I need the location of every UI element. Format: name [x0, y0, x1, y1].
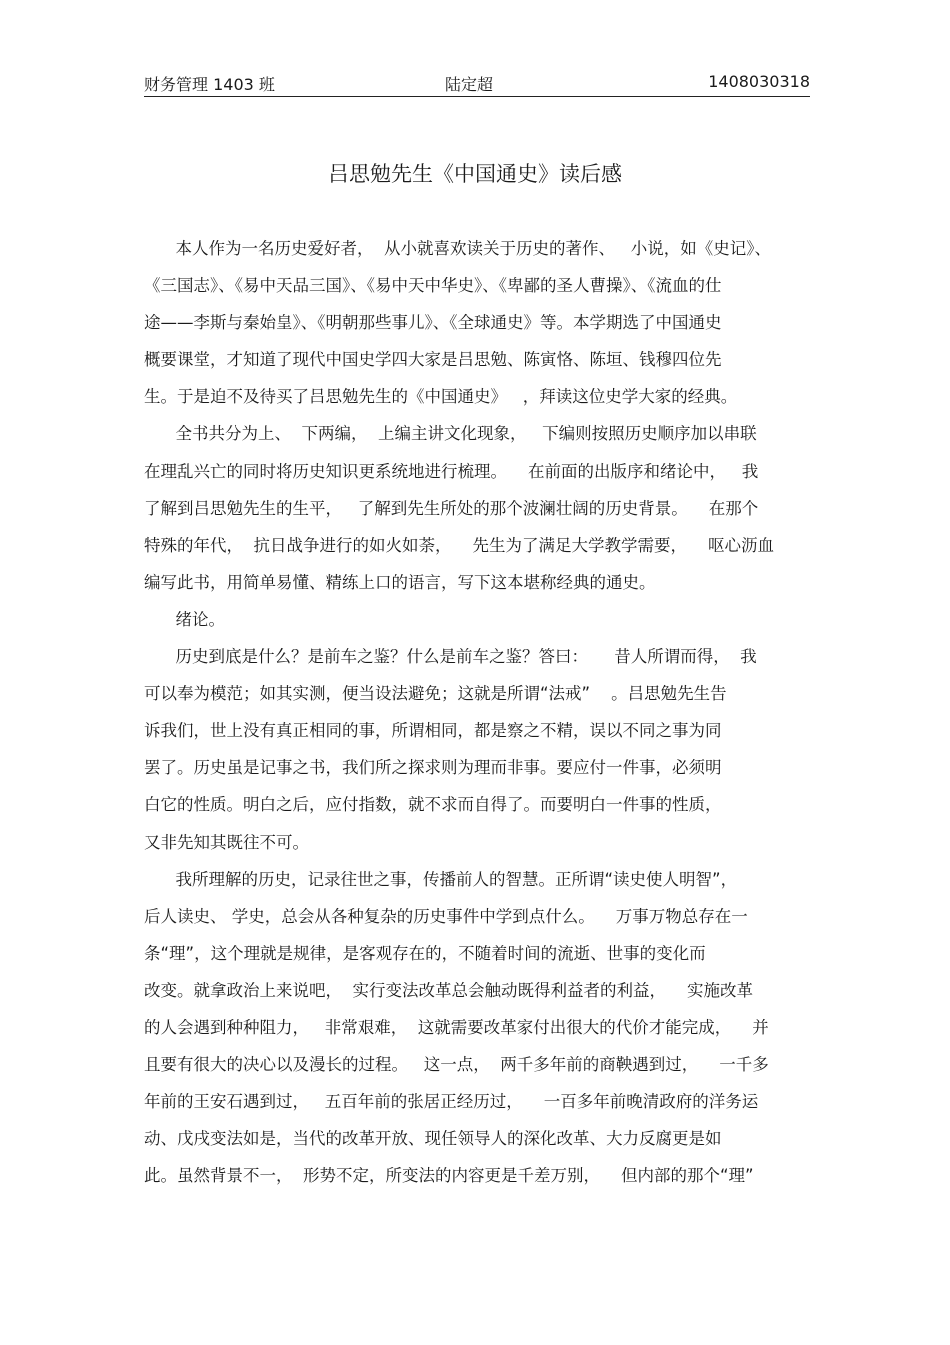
text-line: 全书共分为上、 下两编， 上编主讲文化现象， 下编则按照历史顺序加以串联	[144, 424, 757, 444]
text-line: 罢了。历史虽是记事之书，我们所之探求则为理而非事。要应付一件事，必须明	[144, 758, 722, 778]
text-line: 且要有很大的决心以及漫长的过程。 这一点， 两千多年前的商鞅遇到过， 一千多	[144, 1055, 769, 1075]
text-line: 特殊的年代， 抗日战争进行的如火如荼， 先生为了满足大学教学需要， 呕心沥血	[144, 535, 774, 555]
text-line: 白它的性质。明白之后，应付指数，就不求而自得了。而要明白一件事的性质，	[144, 795, 722, 815]
text-line: 我所理解的历史，记录往世之事，传播前人的智慧。正所谓“读史使人明智”，	[144, 869, 738, 889]
text-line: 后人读史、 学史，总会从各种复杂的历史事件中学到点什么。 万事万物总存在一	[144, 906, 748, 926]
text-line: 《三国志》、《易中天品三国》、《易中天中华史》、《卑鄙的圣人曹操》、《流血的仕	[144, 276, 722, 296]
text-line: 可以奉为模范；如其实测，便当设法避免；这就是所谓“法戒” 。吕思勉先生告	[144, 684, 727, 704]
text-line: 生。于是迫不及待买了吕思勉先生的《中国通史》 ，拜读这位史学大家的经典。	[144, 387, 738, 407]
header-class-label: 财务管理 1403 班	[144, 75, 275, 94]
document-body	[144, 230, 810, 1194]
text-line: 又非先知其既往不可。	[144, 832, 309, 852]
document-title: 吕思勉先生《中国通史》读后感	[328, 162, 622, 186]
text-line: 条“理”，这个理就是规律，是客观存在的，不随着时间的流逝、世事的变化而	[144, 943, 706, 963]
text-line: 本人作为一名历史爱好者， 从小就喜欢读关于历史的著作、 小说，如《史记》、	[144, 239, 771, 258]
text-line: 途——李斯与秦始皇》、《明朝那些事儿》、《全球通史》等。本学期选了中国通史	[144, 313, 722, 333]
text-line: 历史到底是什么？是前车之鉴？什么是前车之鉴？答曰： 昔人所谓而得， 我	[144, 647, 757, 667]
text-line: 动、戊戌变法如是，当代的改革开放、现任领导人的深化改革、大力反腐更是如	[144, 1129, 722, 1149]
text-line: 了解到吕思勉先生的生平， 了解到先生所处的那个波澜壮阔的历史背景。 在那个	[144, 498, 759, 518]
text-line: 概要课堂，才知道了现代中国史学四大家是吕思勉、陈寅恪、陈垣、钱穆四位先	[144, 350, 722, 370]
text-line: 的人会遇到种种阻力， 非常艰难， 这就需要改革家付出很大的代价才能完成， 并	[144, 1017, 769, 1037]
header-author-name: 陆定超	[445, 75, 494, 94]
header-student-id: 1408030318	[708, 72, 810, 91]
text-line: 年前的王安石遇到过， 五百年前的张居正经历过， 一百多年前晚清政府的洋务运	[144, 1092, 759, 1112]
text-line: 改变。就拿政治上来说吧， 实行变法改革总会触动既得利益者的利益， 实施改革	[144, 980, 753, 1000]
text-line: 编写此书，用简单易懂、精练上口的语言，写下这本堪称经典的通史。	[144, 572, 656, 592]
text-line: 绪论。	[144, 609, 225, 629]
page-header	[144, 70, 810, 97]
text-line: 在理乱兴亡的同时将历史知识更系统地进行梳理。 在前面的出版序和绪论中， 我	[144, 461, 759, 481]
text-line: 诉我们，世上没有真正相同的事，所谓相同，都是察之不精，误以不同之事为同	[144, 721, 722, 741]
text-line: 此。虽然背景不一， 形势不定，所变法的内容更是千差万别， 但内部的那个“理”	[144, 1166, 754, 1186]
